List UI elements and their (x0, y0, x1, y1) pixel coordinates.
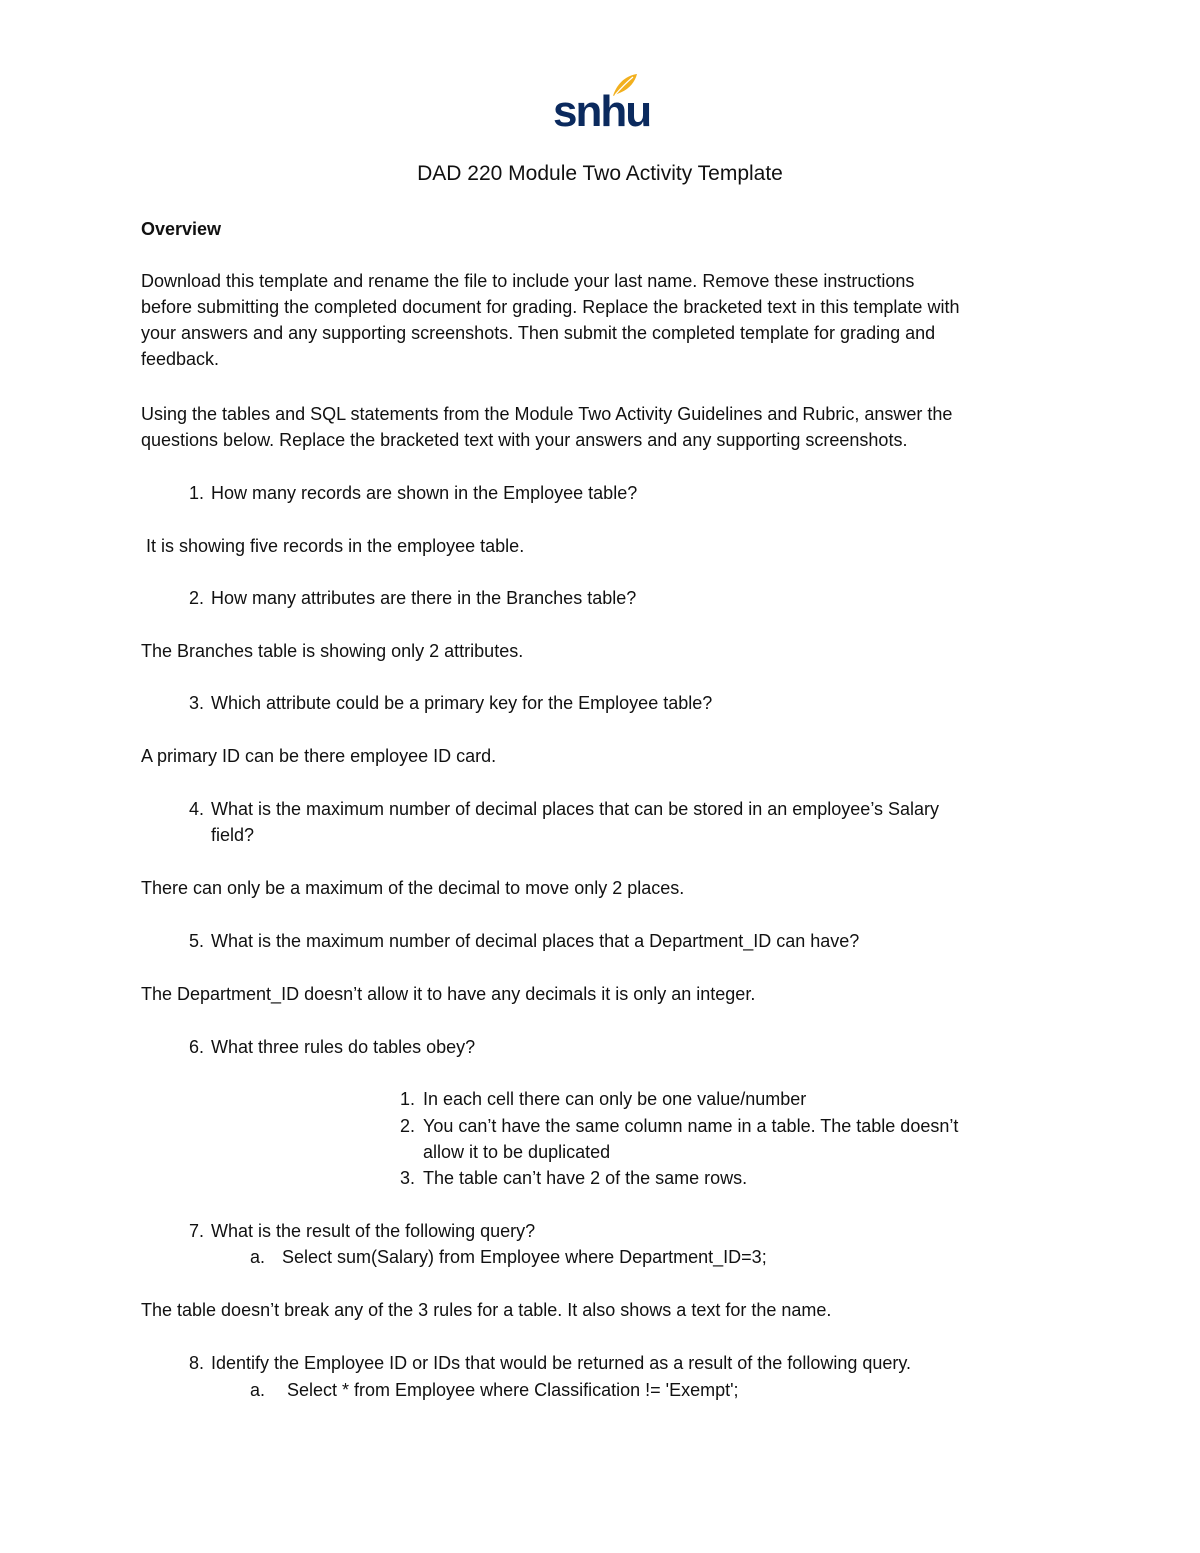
question-text: What is the result of the following query? (211, 1221, 536, 1241)
question-number: 4. (188, 799, 204, 819)
question-number: 5. (188, 931, 204, 951)
question-number: 3. (188, 693, 204, 713)
logo-wordmark: snhu (553, 87, 651, 136)
sql-query-text: Select * from Employee where Classification != 'Exempt'; (287, 1380, 739, 1400)
text-line: feedback. (141, 349, 220, 369)
document-title: DAD 220 Module Two Activity Template (417, 162, 783, 185)
text-line: Download this template and rename the file to include your last name. Remove these instructions (141, 271, 915, 291)
question-text: What three rules do tables obey? (211, 1037, 476, 1057)
rule-text: In each cell there can only be one value/number (423, 1089, 807, 1109)
question-number: 2. (188, 588, 204, 608)
question-text: What is the maximum number of decimal places that a Department_ID can have? (211, 931, 860, 951)
text-line: allow it to be duplicated (423, 1142, 611, 1162)
snhu-logo (553, 72, 651, 136)
question-number: 6. (188, 1037, 204, 1057)
question-number: 8. (188, 1353, 204, 1373)
text-line: field? (211, 825, 255, 845)
text-line: What is the maximum number of decimal places that can be stored in an employee’s Salary (211, 799, 940, 819)
text-line: questions below. Replace the bracketed text with your answers and any supporting screenshots. (141, 430, 908, 450)
text-line: before submitting the completed document for grading. Replace the bracketed text in this template with (141, 297, 960, 317)
answer-4: There can only be a maximum of the decimal to move only 2 places. (141, 878, 685, 898)
question-number: 7. (188, 1221, 204, 1241)
question-text (211, 796, 1051, 848)
answer-7: The table doesn’t break any of the 3 rules for a table. It also shows a text for the name. (141, 1300, 832, 1320)
rule-text: The table can’t have 2 of the same rows. (423, 1168, 748, 1188)
rule-number: 2. (399, 1116, 415, 1136)
rule-number: 1. (399, 1089, 415, 1109)
sql-query-text: Select sum(Salary) from Employee where Department_ID=3; (282, 1247, 767, 1267)
answer-5: The Department_ID doesn’t allow it to have any decimals it is only an integer. (141, 984, 756, 1004)
question-text: Which attribute could be a primary key for the Employee table? (211, 693, 713, 713)
rule-number: 3. (399, 1168, 415, 1188)
question-text: Identify the Employee ID or IDs that would be returned as a result of the following query. (211, 1353, 912, 1373)
answer-2: The Branches table is showing only 2 attributes. (141, 641, 524, 661)
rule-text (423, 1113, 958, 1165)
question-number: 1. (188, 483, 204, 503)
sub-item-letter: a. (249, 1247, 265, 1267)
sub-item-letter: a. (249, 1380, 265, 1400)
text-line: You can’t have the same column name in a table. The table doesn’t (423, 1116, 959, 1136)
answer-3: A primary ID can be there employee ID card. (141, 746, 497, 766)
question-text: How many records are shown in the Employee table? (211, 483, 638, 503)
text-line: your answers and any supporting screenshots. Then submit the completed template for grading and (141, 323, 936, 343)
question-text: How many attributes are there in the Branches table? (211, 588, 637, 608)
overview-paragraph-1 (141, 268, 1071, 372)
answer-1: It is showing five records in the employee table. (146, 536, 525, 556)
text-line: Using the tables and SQL statements from the Module Two Activity Guidelines and Rubric, answer the (141, 404, 953, 424)
overview-paragraph-2 (141, 401, 1071, 453)
overview-heading: Overview (141, 219, 222, 239)
